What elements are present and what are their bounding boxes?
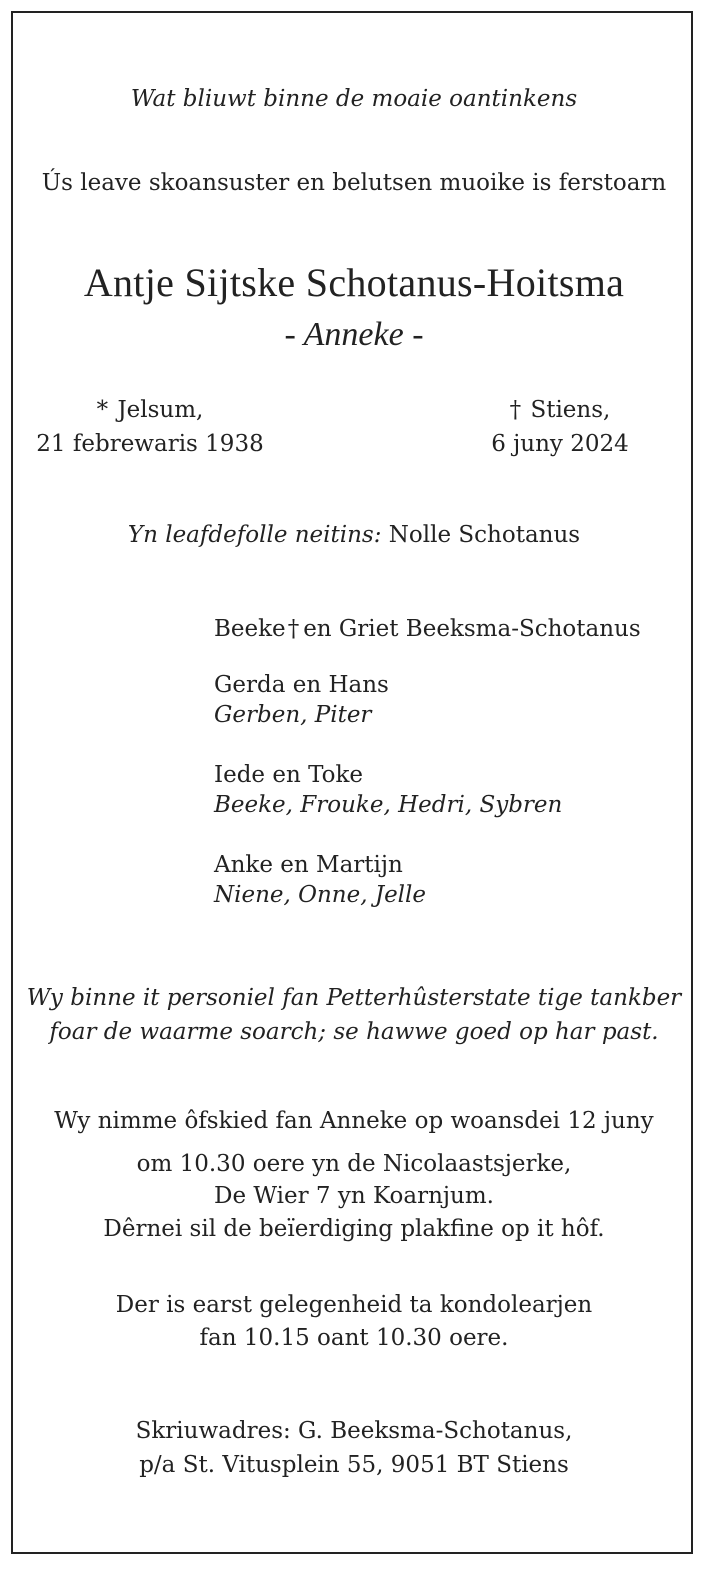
- thanks-line-2: foar de waarme soarch; se hawwe goed op har past.: [49, 1019, 659, 1045]
- farewell-line-3: De Wier 7 yn Koarnjum.: [214, 1183, 494, 1209]
- deceased-cross-symbol: †: [287, 616, 300, 642]
- birth-star-symbol: *: [96, 397, 109, 423]
- family-group-1: [214, 614, 641, 644]
- condolence-line-1: Der is earst gelegenheid ta kondolearjen: [115, 1292, 593, 1318]
- family-group-3: [214, 760, 562, 820]
- condolence-line-2: fan 10.15 oant 10.30 oere.: [199, 1325, 509, 1351]
- family-children: Niene, Onne, Jelle: [214, 882, 427, 908]
- address-line-1: Skriuwadres: G. Beeksma-Schotanus,: [135, 1418, 573, 1444]
- birth-block: [10, 393, 290, 461]
- address-line-2: p/a St. Vitusplein 55, 9051 BT Stiens: [139, 1452, 569, 1478]
- motto: Wat bliuwt binne de moaie oantinkens: [130, 86, 578, 112]
- family-names: Gerda en Hans: [214, 672, 389, 698]
- family-group-2: [214, 670, 389, 730]
- death-place: Stiens,: [530, 397, 611, 423]
- family-names: Anke en Martijn: [214, 852, 403, 878]
- birth-place: Jelsum,: [117, 397, 204, 423]
- death-place-line: [430, 393, 690, 427]
- birth-date: 21 febrewaris 1938: [36, 431, 264, 457]
- family-names: Iede en Toke: [214, 762, 364, 788]
- farewell-line-4: Dêrnei sil de beïerdiging plakfine op it hôf.: [103, 1216, 605, 1242]
- death-block: [430, 393, 690, 461]
- niece-line: [11, 520, 697, 550]
- death-cross-symbol: †: [509, 397, 522, 423]
- thanks-line-1: Wy binne it personiel fan Petterhûsterstate tige tankber: [26, 985, 682, 1011]
- family-name-b: en Griet Beeksma-Schotanus: [303, 616, 641, 642]
- family-children: Beeke, Frouke, Hedri, Sybren: [214, 792, 563, 818]
- farewell-line-1: Wy nimme ôfskied fan Anneke op woansdei 12 juny: [54, 1108, 654, 1134]
- death-date: 6 juny 2024: [491, 431, 629, 457]
- deceased-name: Antje Sijtske Schotanus-Hoitsma: [83, 260, 625, 305]
- family-group-4: [214, 850, 426, 910]
- farewell-line-2: om 10.30 oere yn de Nicolaastsjerke,: [136, 1151, 572, 1177]
- birth-place-line: [10, 393, 290, 427]
- nickname: - Anneke -: [284, 316, 424, 353]
- niece-label: Yn leafdefolle neitins:: [127, 522, 382, 548]
- niece-name: Nolle Schotanus: [388, 522, 581, 548]
- family-children: Gerben, Piter: [214, 702, 372, 728]
- family-name-a: Beeke: [214, 616, 286, 642]
- announcement: Ús leave skoansuster en belutsen muoike is ferstoarn: [41, 170, 667, 196]
